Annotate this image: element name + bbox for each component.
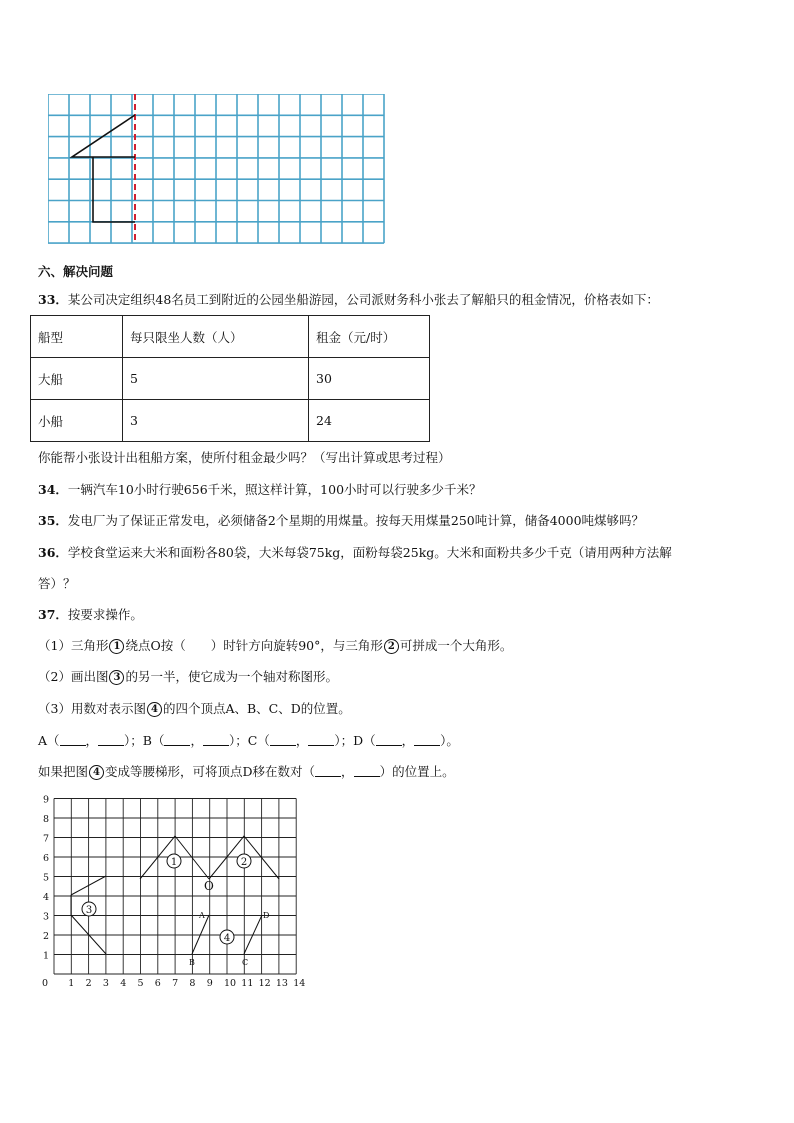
table-cell: 小船 <box>31 400 123 442</box>
x-tick-label: 7 <box>172 978 179 989</box>
q37-part3 <box>38 701 351 717</box>
point-o-label: O <box>204 879 214 893</box>
question-33 <box>38 292 659 308</box>
text: ）的位置上。 <box>379 764 455 779</box>
y-tick-label: 9 <box>43 794 50 806</box>
text: ）；B（ <box>124 733 165 748</box>
shape-2-label: 2 <box>240 857 248 868</box>
table-header-cell: 每只限坐人数（人） <box>123 316 309 358</box>
x-tick-label: 5 <box>137 978 144 989</box>
top-grid-lines <box>48 94 384 243</box>
question-36-cont: 答）？ <box>38 576 76 591</box>
q37-coordinates <box>38 733 459 749</box>
y-tick-label: 1 <box>43 950 50 962</box>
x-tick-label: 1 <box>68 978 75 989</box>
y-tick-label: 3 <box>43 911 50 923</box>
half-house-body <box>93 157 135 222</box>
table-row <box>31 400 430 442</box>
question-37 <box>38 607 143 623</box>
y-tick-label: 7 <box>43 833 50 845</box>
text: 绕点O按（ ）时针方向旋转90°，与三角形 <box>125 638 383 653</box>
text: 变成等腰梯形，可将顶点D移在数对（ <box>105 764 316 779</box>
q37-part1 <box>38 638 512 654</box>
text: A（ <box>38 733 60 748</box>
vertex-b-label: B <box>189 958 195 967</box>
answer-blank[interactable] <box>376 733 402 746</box>
answer-blank[interactable] <box>315 764 341 777</box>
x-tick-label: 10 <box>224 978 237 989</box>
text: ， <box>295 733 309 748</box>
vertex-a-label: A <box>199 911 205 920</box>
text: （1）三角形 <box>38 638 109 653</box>
x-tick-label: 13 <box>275 978 288 989</box>
answer-blank[interactable] <box>98 733 124 746</box>
table-header-cell: 租金（元/时） <box>309 316 430 358</box>
y-tick-label: 8 <box>43 814 50 825</box>
text: ， <box>85 733 99 748</box>
question-number: 33． <box>38 292 68 307</box>
question-36 <box>38 545 672 561</box>
text: ）。 <box>440 733 459 748</box>
question-number: 34． <box>38 482 68 497</box>
q37-trapezoid <box>38 764 455 780</box>
y-tick-label: 2 <box>43 931 50 942</box>
text: 可拼成一个大角形。 <box>399 638 513 653</box>
table-cell: 大船 <box>31 358 123 400</box>
question-number: 37． <box>38 607 68 622</box>
question-number: 35． <box>38 513 68 528</box>
table-cell: 3 <box>123 400 309 442</box>
circled-number: 2 <box>384 639 399 654</box>
table-header-row <box>31 316 430 358</box>
text: 的四个顶点A、B、C、D的位置。 <box>162 701 351 716</box>
x-tick-label: 11 <box>241 978 254 989</box>
shape-1-label: 1 <box>170 857 178 868</box>
text: ， <box>190 733 203 748</box>
question-34 <box>38 482 482 498</box>
answer-blank[interactable] <box>354 764 380 777</box>
vertex-c-label: C <box>242 958 249 967</box>
trapezoid-4-right <box>244 915 262 954</box>
trapezoid-4-left <box>192 915 209 954</box>
x-tick-label: 2 <box>85 978 92 989</box>
grid-labels <box>189 879 269 967</box>
axis-tick-labels <box>42 795 305 990</box>
x-tick-label: 14 <box>293 978 306 989</box>
coordinate-grid-figure <box>36 790 308 990</box>
table-header-cell: 船型 <box>31 316 123 358</box>
table-row <box>31 358 430 400</box>
text: （2）画出图 <box>38 669 109 684</box>
vertex-d-label: D <box>263 911 270 920</box>
answer-blank[interactable] <box>414 733 440 746</box>
circled-shape-labels <box>82 854 251 944</box>
answer-blank[interactable] <box>308 733 334 746</box>
x-tick-label: 12 <box>258 978 271 989</box>
circled-number: 4 <box>147 702 162 717</box>
circled-number: 1 <box>109 639 124 654</box>
y-tick-label: 6 <box>43 853 50 864</box>
question-text: 发电厂为了保证正常发电，必须储备2个星期的用煤量。按每天用煤量250吨计算，储备4000吨煤够吗？ <box>67 513 645 528</box>
question-text: 学校食堂运来大米和面粉各80袋，大米每袋75kg，面粉每袋25kg。大米和面粉共多少千克（请用两种方法解 <box>67 545 672 560</box>
section-title: 六、解决问题 <box>38 264 114 279</box>
x-tick-label: 8 <box>189 978 196 989</box>
y-tick-label: 5 <box>43 872 50 884</box>
table-cell: 5 <box>123 358 309 400</box>
answer-blank[interactable] <box>60 733 86 746</box>
coordinate-grid-lines <box>54 799 296 975</box>
text: ）；D（ <box>334 733 376 748</box>
circled-number: 4 <box>89 765 104 780</box>
text: ， <box>401 733 415 748</box>
symmetry-grid-figure <box>48 94 388 246</box>
table-cell: 30 <box>309 358 430 400</box>
answer-blank[interactable] <box>203 733 229 746</box>
question-text: 一辆汽车10小时行驶656千米，照这样计算，100小时可以行驶多少千米？ <box>67 482 482 497</box>
circled-number: 3 <box>109 670 124 685</box>
question-text: 按要求操作。 <box>67 607 143 622</box>
answer-blank[interactable] <box>164 733 190 746</box>
question-text: 某公司决定组织48名员工到附近的公园坐船游园，公司派财务科小张去了解船只的租金情况，价格表如下： <box>67 292 659 307</box>
answer-blank[interactable] <box>270 733 296 746</box>
q37-part2 <box>38 669 338 685</box>
x-tick-label: 3 <box>102 978 109 989</box>
text: ， <box>341 764 354 779</box>
text: ）；C（ <box>229 733 270 748</box>
table-cell: 24 <box>309 400 430 442</box>
x-tick-label: 6 <box>154 978 161 989</box>
question-33-ask: 你能帮小张设计出租船方案，使所付租金最少吗？（写出计算或思考过程） <box>38 450 451 465</box>
text: 如果把图 <box>38 764 89 779</box>
y-tick-label: 4 <box>43 892 50 903</box>
text: （3）用数对表示图 <box>38 701 146 716</box>
shape-3-label: 3 <box>85 905 93 916</box>
x-tick-label: 4 <box>120 978 127 989</box>
question-number: 36． <box>38 545 68 560</box>
x-tick-label: 0 <box>42 978 49 989</box>
question-35 <box>38 513 644 529</box>
boat-price-table <box>30 315 430 442</box>
shape-4-label: 4 <box>223 933 231 944</box>
x-tick-label: 9 <box>206 978 213 989</box>
text: 的另一半，使它成为一个轴对称图形。 <box>125 669 338 684</box>
